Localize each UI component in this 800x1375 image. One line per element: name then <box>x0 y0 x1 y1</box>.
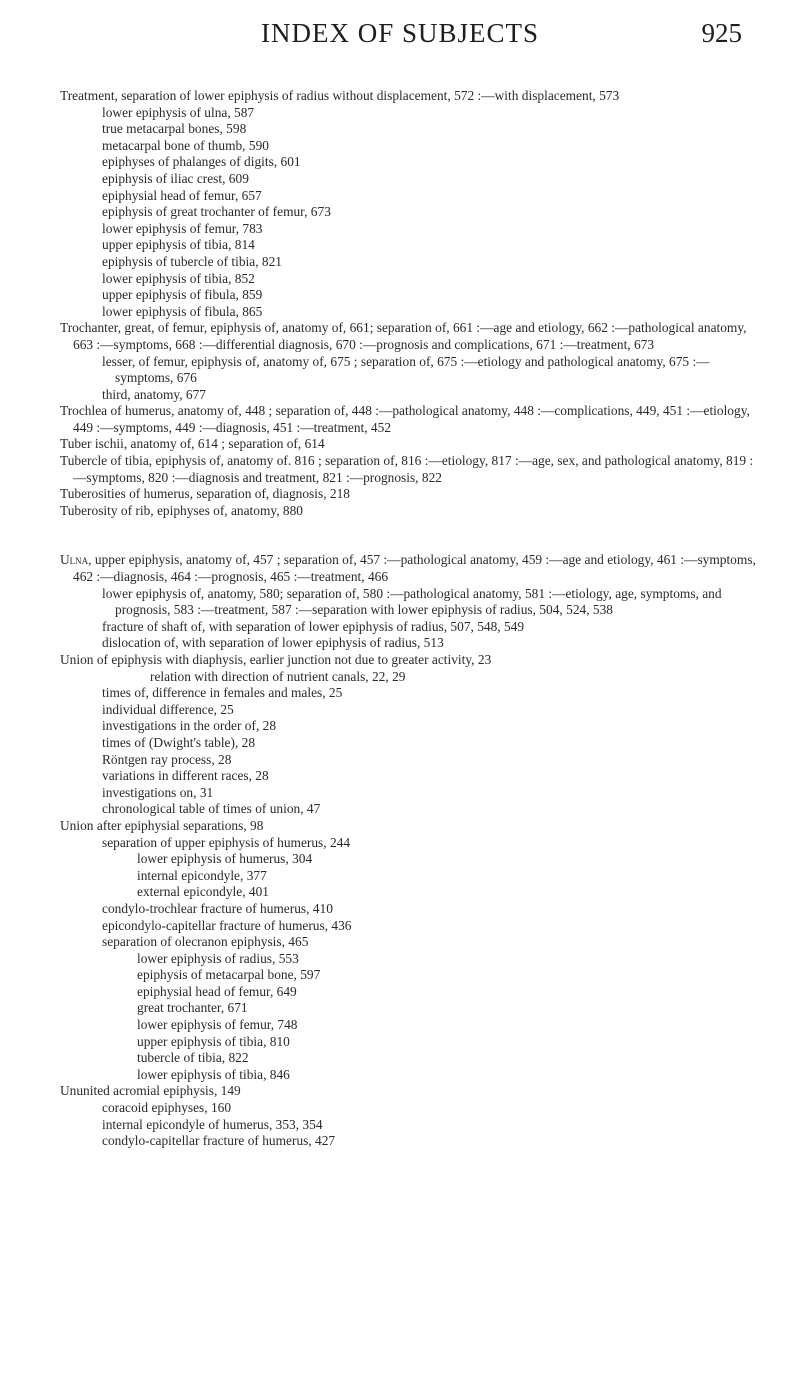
index-subentry: lower epiphysis of ulna, 587 <box>102 104 255 120</box>
index-subentry: upper epiphysis of fibula, 859 <box>102 287 263 303</box>
index-subentry: epiphysial head of femur, 657 <box>102 187 262 203</box>
index-subentry: relation with direction of nutrient canals, 22, 29 <box>150 668 406 684</box>
index-subentry: times of (Dwight's table), 28 <box>102 734 256 750</box>
index-entry: Union after epiphysial separations, 98 <box>60 817 264 833</box>
index-subentry: investigations on, 31 <box>102 784 214 800</box>
index-subentry: investigations in the order of, 28 <box>102 718 277 734</box>
index-subentry: times of, difference in females and males, 25 <box>102 685 343 701</box>
index-subentry: lower epiphysis of humerus, 304 <box>137 851 313 867</box>
index-subentry: dislocation of, with separation of lower epiphysis of radius, 513 <box>102 635 444 651</box>
index-entry: Trochanter, great, of femur, epiphysis of, anatomy of, 661; separation of, 661 :—age and etiology, 662 :—pathological anatomy, 663 :—symptoms, 668 :—differential diagnosis, 670 :—prognosis and complications, 671 :—treatment, 673 <box>60 320 747 352</box>
index-subentry: fracture of shaft of, with separation of lower epiphysis of radius, 507, 548, 549 <box>102 618 525 634</box>
index-subentry: upper epiphysis of tibia, 814 <box>102 237 255 253</box>
running-header <box>0 18 800 58</box>
index-subentry: internal epicondyle of humerus, 353, 354 <box>102 1116 323 1132</box>
section-gap <box>60 519 760 552</box>
index-subentry: lower epiphysis of tibia, 846 <box>137 1066 290 1082</box>
index-subentry: lesser, of femur, epiphysis of, anatomy of, 675 ; separation of, 675 :—etiology and pathological anatomy, 675 :—symptoms, 676 <box>102 353 710 386</box>
index-subentry: separation of olecranon epiphysis, 465 <box>102 934 309 950</box>
index-subentry: chronological table of times of union, 47 <box>102 801 321 817</box>
index-heading-word: Ulna <box>60 552 89 568</box>
index-subentry: true metacarpal bones, 598 <box>102 121 247 137</box>
index-subentry: upper epiphysis of tibia, 810 <box>137 1033 290 1049</box>
index-subentry: condylo-capitellar fracture of humerus, 427 <box>102 1133 336 1149</box>
index-subentry: separation of upper epiphysis of humerus, 244 <box>102 834 351 850</box>
index-subentry: lower epiphysis of femur, 783 <box>102 220 263 236</box>
index-subentry: lower epiphysis of fibula, 865 <box>102 303 263 319</box>
index-subentry: great trochanter, 671 <box>137 1000 248 1016</box>
index-body <box>60 88 760 1150</box>
index-entry: Union of epiphysis with diaphysis, earlier junction not due to greater activity, 23 <box>60 652 492 667</box>
index-entry-text: , upper epiphysis, anatomy of, 457 ; separation of, 457 :—pathological anatomy, 459 :—age and etiology, 461 :—symptoms, 462 :—diagnosis, 464 :—prognosis, 465 :—treatment, 466 <box>73 552 756 585</box>
index-subentry: condylo-trochlear fracture of humerus, 410 <box>102 900 333 916</box>
index-subentry: variations in different races, 28 <box>102 768 269 784</box>
index-subentry: lower epiphysis of radius, 553 <box>137 950 299 966</box>
index-subentry: individual difference, 25 <box>102 701 234 717</box>
index-subentry: lower epiphysis of, anatomy, 580; separation of, 580 :—pathological anatomy, 581 :—etiology, age, symptoms, and prognosis, 583 :—treatment, 587 :—separation with lower epiphysis of radius, 504, 524, 538 <box>102 585 722 618</box>
page-number: 925 <box>701 18 742 48</box>
index-subentry: metacarpal bone of thumb, 590 <box>102 137 269 153</box>
index-entry: Tuberosity of rib, epiphyses of, anatomy, 880 <box>60 502 303 518</box>
index-subentry: internal epicondyle, 377 <box>137 867 267 883</box>
index-subentry: external epicondyle, 401 <box>137 884 269 900</box>
index-subentry: epiphysial head of femur, 649 <box>137 983 297 999</box>
index-subentry: lower epiphysis of femur, 748 <box>137 1017 298 1033</box>
index-subentry: epiphyses of phalanges of digits, 601 <box>102 154 301 170</box>
index-entry: Ununited acromial epiphysis, 149 <box>60 1083 241 1099</box>
index-entry: Trochlea of humerus, anatomy of, 448 ; separation of, 448 :—pathological anatomy, 448 :—complications, 449, 451 :—etiology, 449 :—symptoms, 449 :—diagnosis, 451 :—treatment, 452 <box>60 403 750 435</box>
index-entry: Tubercle of tibia, epiphysis of, anatomy of. 816 ; separation of, 816 :—etiology, 817 :—age, sex, and pathological anatomy, 819 :—symptoms, 820 :—diagnosis and treatment, 821 :—prognosis, 822 <box>60 453 754 485</box>
index-subentry: tubercle of tibia, 822 <box>137 1050 249 1066</box>
index-subentry: lower epiphysis of tibia, 852 <box>102 270 255 286</box>
index-entry: Tuberosities of humerus, separation of, diagnosis, 218 <box>60 486 350 502</box>
index-subentry: epiphysis of iliac crest, 609 <box>102 170 249 186</box>
index-subentry: third, anatomy, 677 <box>102 386 207 402</box>
index-entry: Treatment, separation of lower epiphysis of radius without displacement, 572 :—with displacement, 573 <box>60 88 620 103</box>
index-subentry: epiphysis of great trochanter of femur, 673 <box>102 204 331 220</box>
index-subentry: epiphysis of tubercle of tibia, 821 <box>102 253 282 269</box>
header-title: INDEX OF SUBJECTS <box>260 18 540 48</box>
index-subentry: coracoid epiphyses, 160 <box>102 1100 232 1116</box>
index-subentry: Röntgen ray process, 28 <box>102 751 232 767</box>
index-subentry: epiphysis of metacarpal bone, 597 <box>137 967 321 983</box>
index-entry <box>60 552 760 585</box>
index-entry: Tuber ischii, anatomy of, 614 ; separation of, 614 <box>60 436 325 452</box>
index-subentry: epicondylo-capitellar fracture of humerus, 436 <box>102 917 352 933</box>
